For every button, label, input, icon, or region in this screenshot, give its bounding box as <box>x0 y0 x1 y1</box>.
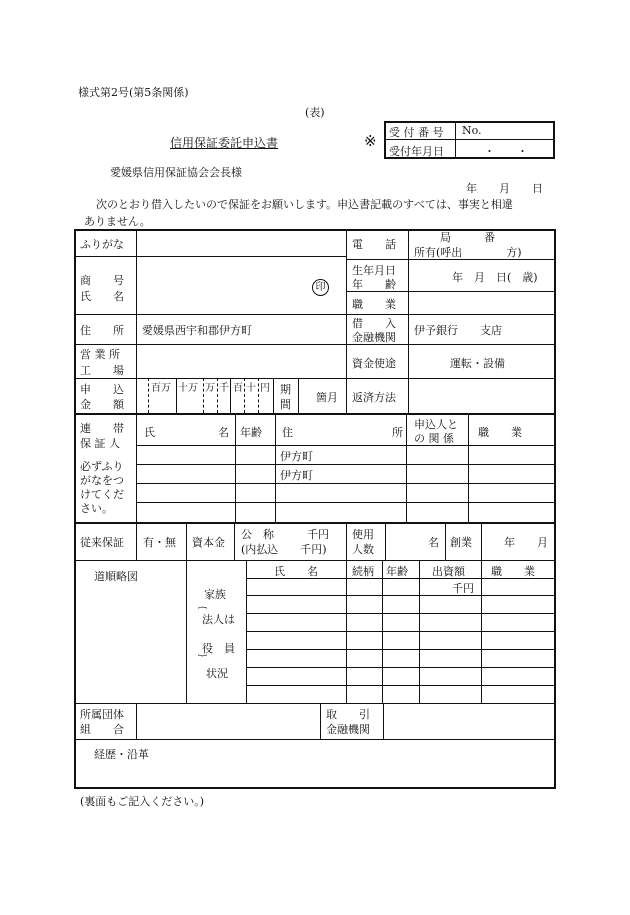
intro-line-1: 次のとおり借入したいので保証をお願いします。申込書記載のすべては、事実と相違 <box>96 198 513 211</box>
brace-bottom: ︸ <box>198 655 208 665</box>
amount-label-2: 金 額 <box>80 398 124 411</box>
col-relation-2: の 関 係 <box>414 432 454 445</box>
col-relation-1: 申込人と <box>414 418 458 431</box>
birth-value[interactable]: 年 月 日( 歳) <box>452 271 538 284</box>
bank-label-2: 金融機関 <box>352 331 396 344</box>
staff-label-1: 使用 <box>352 528 374 541</box>
col-name-a: 氏 <box>144 426 155 439</box>
phone-line-2[interactable]: 所有(呼出 方) <box>414 246 522 259</box>
application-date[interactable]: 年 月 日 <box>466 182 543 195</box>
address-label: 住 所 <box>80 324 124 337</box>
amount-label-1: 申 込 <box>80 383 124 396</box>
trade-bank-label-1: 取 引 <box>326 708 370 721</box>
form-number: 様式第2号(第5条関係) <box>78 86 189 99</box>
prior-value[interactable]: 有・無 <box>143 536 176 549</box>
corp-label: 法人は <box>202 613 235 626</box>
reception-number-label: 受 付 番 号 <box>389 126 444 139</box>
guarantor-label-2: 保 証 人 <box>80 437 120 450</box>
birth-label-1: 生年月日 <box>352 264 396 277</box>
job-label: 職 業 <box>352 298 396 311</box>
staff-label-2: 人数 <box>352 543 374 556</box>
bank-value[interactable]: 伊予銀行 支店 <box>414 324 502 337</box>
unit-sen: 千 <box>219 383 229 394</box>
birth-label-2: 年 齢 <box>352 278 396 291</box>
trade-bank-label-2: 金融機関 <box>326 723 370 736</box>
phone-label: 電 話 <box>352 238 396 251</box>
purpose-value[interactable]: 運転・設備 <box>450 357 505 370</box>
prior-label: 従来保証 <box>80 536 124 549</box>
application-table <box>74 229 556 789</box>
address-value[interactable]: 愛媛県西宇和郡伊方町 <box>142 324 252 337</box>
unit-hyaku: 百 <box>233 383 243 394</box>
family-col-investment: 出資額 <box>432 565 465 578</box>
purpose-label: 資金使途 <box>352 357 396 370</box>
history-label: 経歴・沿革 <box>94 748 149 761</box>
brace-top: ︷ <box>198 601 208 611</box>
guarantor-label-1: 連 帯 <box>80 422 124 435</box>
bank-label-1: 借 入 <box>352 317 396 330</box>
addressee: 愛媛県信用保証協会会長様 <box>110 166 242 179</box>
capital-nominal[interactable]: 公 称 千円 <box>241 528 329 541</box>
period-unit: 箇月 <box>316 391 338 404</box>
side-label: (表) <box>305 106 325 119</box>
unit-hyakuman: 百万 <box>151 383 171 394</box>
repay-label: 返済方法 <box>352 391 396 404</box>
guarantor-note-3: けてくだ <box>80 488 124 501</box>
founded-value[interactable]: 年 月 <box>504 536 548 549</box>
family-col-job: 職 業 <box>491 565 535 578</box>
guarantor-row-2-address[interactable]: 伊方町 <box>280 469 313 482</box>
form-title: 信用保証委託申込書 <box>170 136 279 150</box>
founded-label: 創業 <box>450 536 472 549</box>
family-col-name: 氏 名 <box>274 565 318 578</box>
family-label: 家族 <box>204 588 226 601</box>
seal-mark: 印 <box>312 279 329 296</box>
trade-name-label: 商 号 <box>80 274 124 287</box>
kome-mark: ※ <box>364 132 377 150</box>
capital-label: 資本金 <box>192 536 225 549</box>
col-address-a: 住 <box>282 426 293 439</box>
guarantor-note-2: がなをつ <box>80 474 124 487</box>
reception-number-value[interactable]: No. <box>462 124 482 137</box>
staff-unit: 名 <box>428 536 439 549</box>
group-label-2: 組 合 <box>80 723 124 736</box>
family-col-relation: 続柄 <box>352 565 374 578</box>
reverse-note: (裏面もご記入ください。) <box>80 795 205 808</box>
col-name-b: 名 <box>218 426 229 439</box>
office-label-1: 営 業 所 <box>80 348 120 361</box>
guarantor-note-1: 必ずふり <box>80 460 124 473</box>
unit-juman: 十万 <box>178 383 198 394</box>
investment-unit: 千円 <box>452 582 474 595</box>
col-age: 年齢 <box>240 426 262 439</box>
unit-ju: 十 <box>246 383 256 394</box>
furigana-label: ふりがな <box>80 238 124 251</box>
group-label-1: 所属団体 <box>80 708 124 721</box>
col-address-b: 所 <box>392 426 403 439</box>
family-col-age: 年齢 <box>386 565 408 578</box>
guarantor-row-1-address[interactable]: 伊方町 <box>280 450 313 463</box>
unit-man: 万 <box>205 383 215 394</box>
phone-line-1: 局 番 <box>440 231 495 244</box>
intro-line-2: ありません。 <box>84 215 151 228</box>
map-label: 道順略図 <box>94 570 138 583</box>
col-job: 職 業 <box>478 426 522 439</box>
reception-date-label: 受付年月日 <box>389 145 444 158</box>
officer-label: 役 員 <box>202 642 235 655</box>
reception-date-value[interactable]: ・ ・ <box>484 145 528 158</box>
personal-name-label: 氏 名 <box>80 290 124 303</box>
guarantor-note-4: さい。 <box>80 502 113 515</box>
capital-paid[interactable]: (内払込 千円) <box>241 543 327 556</box>
office-label-2: 工 場 <box>80 364 124 377</box>
status-label: 状況 <box>206 667 228 680</box>
unit-yen: 円 <box>260 383 270 394</box>
period-label-2: 間 <box>280 398 291 411</box>
period-label-1: 期 <box>280 383 291 396</box>
